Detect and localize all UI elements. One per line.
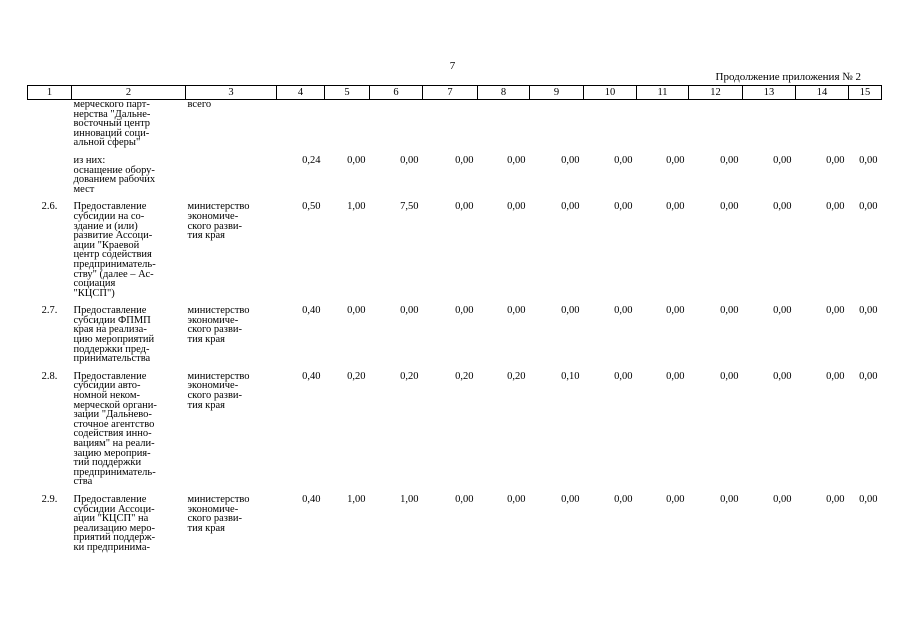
- row-number: 2.8.: [41, 370, 58, 382]
- row-value: [849, 100, 882, 148]
- row-value: 0,00: [561, 201, 580, 213]
- row-executor: министерство экономиче- ского разви- тия края: [187, 201, 250, 242]
- row-value: 0,00: [859, 201, 878, 213]
- row-executor: министерство экономиче- ского разви- тия края: [187, 370, 250, 411]
- table-row: [28, 364, 882, 487]
- row-executor: министерство экономиче- ского разви- тия края: [187, 305, 250, 346]
- row-value: 1,00: [347, 493, 366, 505]
- row-value: [637, 100, 689, 148]
- row-name: мерческого парт- нерства "Дальне- восточный центр инноваций соци- альной сферы": [73, 99, 151, 149]
- row-name: Предоставление субсидии на со- здание и (или) развитие Ассоци- ации "Краевой центр содействия предприниматель- ству" (далее – Ас- социация "КЦСП"): [73, 201, 156, 299]
- row-value: 0,00: [614, 154, 633, 166]
- row-value: 0,00: [773, 493, 792, 505]
- row-number: 2.7.: [41, 305, 58, 317]
- header-cell: 11: [637, 86, 689, 100]
- header-cell: 4: [277, 86, 325, 100]
- row-executor: министерство экономиче- ского разви- тия края: [187, 493, 250, 534]
- row-name: Предоставление субсидии авто- номной неком- мерческой органи- зации "Дальнево- сточное агентство содействия инно- вациям" на реали- зацию мероприя- тий поддержки предприниматель- ства: [73, 370, 157, 488]
- row-value: 0,00: [455, 493, 474, 505]
- row-number: [28, 148, 72, 194]
- row-value: 0,00: [666, 201, 685, 213]
- row-value: [423, 100, 478, 148]
- row-value: 0,00: [826, 154, 845, 166]
- row-value: 0,00: [720, 370, 739, 382]
- row-value: 0,00: [400, 305, 419, 317]
- row-value: [530, 100, 584, 148]
- row-value: 0,00: [455, 154, 474, 166]
- row-value: 0,00: [859, 370, 878, 382]
- header-cell: 15: [849, 86, 882, 100]
- header-cell: 13: [743, 86, 796, 100]
- row-value: 0,00: [666, 493, 685, 505]
- row-value: 1,00: [347, 201, 366, 213]
- row-value: 0,00: [826, 201, 845, 213]
- header-cell: 10: [584, 86, 637, 100]
- header-cell: 1: [28, 86, 72, 100]
- row-value: 0,40: [302, 305, 321, 317]
- row-number: 2.9.: [41, 493, 58, 505]
- row-value: 0,20: [455, 370, 474, 382]
- row-value: 0,00: [400, 154, 419, 166]
- row-value: 0,00: [507, 201, 526, 213]
- row-value: 0,00: [859, 493, 878, 505]
- row-value: 0,00: [614, 201, 633, 213]
- row-value: 0,00: [614, 305, 633, 317]
- row-value: [277, 100, 325, 148]
- row-name: из них: оснащение обору- дованием рабочих мест: [73, 154, 156, 195]
- row-value: 0,00: [666, 370, 685, 382]
- row-value: 0,00: [720, 201, 739, 213]
- row-value: 0,00: [859, 305, 878, 317]
- continuation-label: Продолжение приложения № 2: [715, 71, 861, 83]
- row-value: 0,00: [773, 201, 792, 213]
- row-value: 0,00: [455, 305, 474, 317]
- row-value: 0,00: [720, 305, 739, 317]
- row-value: [478, 100, 530, 148]
- row-name: Предоставление субсидии Ассоци- ации "КЦСП" на реализацию меро- приятий поддерж- ки предпринима-: [73, 493, 156, 553]
- row-value: 0,00: [826, 493, 845, 505]
- row-value: 1,00: [400, 493, 419, 505]
- row-value: 0,00: [347, 305, 366, 317]
- row-executor: всего: [187, 99, 212, 110]
- row-value: 0,00: [826, 370, 845, 382]
- row-value: 0,00: [507, 493, 526, 505]
- program-table: [27, 85, 882, 553]
- row-value: 0,00: [720, 493, 739, 505]
- table-row: [28, 487, 882, 553]
- row-value: 0,00: [347, 154, 366, 166]
- header-row: [28, 86, 882, 100]
- row-value: 0,00: [507, 154, 526, 166]
- row-value: 0,40: [302, 493, 321, 505]
- row-value: 0,00: [561, 305, 580, 317]
- page-number: 7: [449, 60, 456, 72]
- row-value: 0,00: [614, 370, 633, 382]
- row-value: 0,00: [720, 154, 739, 166]
- row-value: 0,50: [302, 201, 321, 213]
- header-cell: 7: [423, 86, 478, 100]
- row-value: [325, 100, 370, 148]
- table-row: [28, 194, 882, 298]
- row-executor: [186, 148, 277, 194]
- row-value: 0,00: [773, 305, 792, 317]
- row-value: [743, 100, 796, 148]
- header-cell: 14: [796, 86, 849, 100]
- row-value: [796, 100, 849, 148]
- header-cell: 3: [186, 86, 277, 100]
- row-value: 0,00: [773, 370, 792, 382]
- row-value: [584, 100, 637, 148]
- row-value: 0,00: [455, 201, 474, 213]
- table-row: [28, 100, 882, 148]
- header-cell: 9: [530, 86, 584, 100]
- row-value: 7,50: [400, 201, 419, 213]
- row-value: 0,00: [859, 154, 878, 166]
- row-value: 0,24: [302, 154, 321, 166]
- header-cell: 5: [325, 86, 370, 100]
- row-value: 0,00: [666, 154, 685, 166]
- row-number: [28, 100, 72, 148]
- header-cell: 2: [72, 86, 186, 100]
- row-value: [689, 100, 743, 148]
- row-value: 0,00: [561, 154, 580, 166]
- table-row: [28, 148, 882, 194]
- row-number: 2.6.: [41, 201, 58, 213]
- row-value: 0,20: [347, 370, 366, 382]
- row-value: 0,20: [507, 370, 526, 382]
- row-value: [370, 100, 423, 148]
- header-cell: 12: [689, 86, 743, 100]
- row-value: 0,40: [302, 370, 321, 382]
- header-cell: 6: [370, 86, 423, 100]
- table-row: [28, 298, 882, 364]
- row-value: 0,00: [507, 305, 526, 317]
- row-value: 0,00: [561, 493, 580, 505]
- header-cell: 8: [478, 86, 530, 100]
- row-name: Предоставление субсидии ФПМП края на реализа- цию мероприятий поддержки пред- принимательства: [73, 305, 155, 365]
- row-value: 0,00: [666, 305, 685, 317]
- row-value: 0,00: [614, 493, 633, 505]
- row-value: 0,20: [400, 370, 419, 382]
- row-value: 0,00: [773, 154, 792, 166]
- row-value: 0,00: [826, 305, 845, 317]
- row-value: 0,10: [561, 370, 580, 382]
